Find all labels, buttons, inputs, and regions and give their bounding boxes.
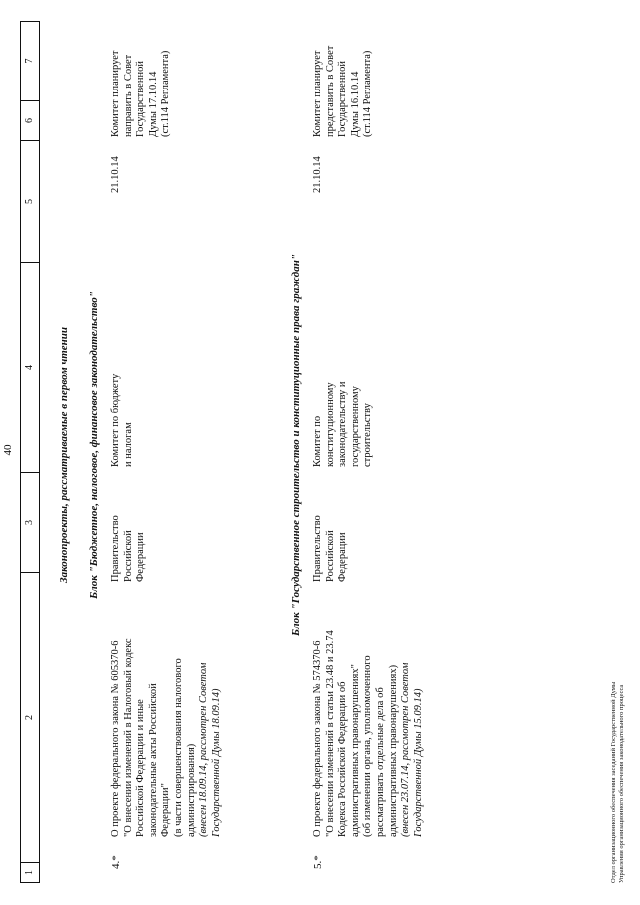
footer-line: Управления организационного обеспечения законодательного процесса	[618, 684, 625, 883]
description-line: административных правонарушениях)	[387, 664, 399, 837]
submission-note-line: Государственной Думы 15.09.14)	[412, 688, 424, 837]
plan-line: Комитет планирует	[110, 50, 121, 137]
committee-line: Комитет по бюджету	[110, 373, 121, 467]
committee-line: строительству	[362, 403, 374, 467]
initiator-line: Российской	[122, 530, 134, 582]
plan-line: (ст.114 Регламента)	[362, 50, 374, 137]
description-line: (об изменении органа, уполномоченного	[362, 655, 374, 837]
column-header-4: 4	[21, 262, 39, 472]
initiator-line: Правительство	[110, 515, 121, 582]
initiator-line: Федерации	[337, 532, 349, 582]
plan-line: (ст.114 Регламента)	[160, 50, 172, 137]
plan-line: представить в Совет	[324, 45, 336, 137]
committee-line: государственному	[349, 386, 361, 467]
committee	[312, 347, 375, 467]
initiator-line: Правительство	[312, 515, 323, 582]
row-number: 4.*	[110, 855, 122, 869]
description-line: административных правонарушениях"	[349, 664, 361, 837]
page-number: 40	[2, 444, 14, 456]
plan-line: Думы 17.10.14	[147, 71, 159, 137]
section-title: Законопроекты, рассматриваемые в первом чтении	[58, 327, 70, 583]
column-header-row	[20, 21, 40, 883]
description-line: (в части совершенствования налогового	[172, 658, 184, 837]
description-line: Российской Федерации и иные	[135, 699, 147, 837]
initiator-line: Федерации	[135, 532, 147, 582]
plan-line: направить в Совет	[122, 54, 134, 137]
initiator	[110, 487, 148, 582]
plan	[312, 17, 375, 137]
description-line: Федерации"	[160, 783, 172, 837]
bill-description	[110, 587, 223, 837]
submission-note-line: (внесен 23.07.14, рассмотрен Советом	[400, 662, 412, 837]
column-header-7: 7	[24, 58, 35, 64]
initiator	[312, 487, 350, 582]
plan-line: Государственной	[337, 61, 349, 137]
block-title-budget: Блок "Бюджетное, налоговое, финансовое законодательство"	[88, 291, 100, 599]
plan-line: Думы 16.10.14	[349, 71, 361, 137]
submission-note-line: (внесен 18.09.14, рассмотрен Советом	[198, 662, 210, 837]
date: 21.10.14	[312, 156, 323, 193]
footer-line: Отдел организационного обеспечения заседаний Государственной Думы	[610, 681, 617, 883]
committee-line: законодательству и	[337, 381, 349, 467]
plan	[110, 17, 173, 137]
description-line: О проекте федерального закона № 605370-6	[110, 640, 121, 837]
plan-line: Комитет планирует	[312, 50, 323, 137]
block-title-state-building: Блок "Государственное строительство и конституционные права граждан"	[290, 254, 302, 636]
plan-line: Государственной	[135, 61, 147, 137]
description-line: администрирования)	[185, 743, 197, 837]
initiator-line: Российской	[324, 530, 336, 582]
description-line: рассматривать отдельные дела об	[374, 687, 386, 837]
footer	[610, 463, 626, 883]
description-line: "О внесении изменений в Налоговый кодекс	[122, 638, 134, 837]
column-header-5: 5	[21, 140, 39, 262]
date: 21.10.14	[110, 156, 121, 193]
committee-line: и налогам	[122, 422, 134, 467]
row-number: 5.*	[312, 855, 324, 869]
column-header-3: 3	[21, 472, 39, 572]
description-line: О проекте федерального закона № 574370-6	[312, 640, 323, 837]
description-line: законодательные акты Российской	[147, 683, 159, 837]
committee-line: Комитет по	[312, 415, 323, 467]
submission-note-line: Государственной Думы 18.09.14)	[210, 688, 222, 837]
committee-line: конституционному	[324, 382, 336, 467]
description-line: "О внесении изменений в статьи 23.48 и 23.74	[324, 630, 336, 837]
bill-description	[312, 587, 425, 837]
column-header-6: 6	[21, 100, 39, 140]
committee	[110, 347, 135, 467]
column-header-1: 1	[21, 862, 39, 882]
description-line: Кодекса Российской Федерации об	[337, 681, 349, 837]
column-header-2: 2	[21, 572, 39, 862]
